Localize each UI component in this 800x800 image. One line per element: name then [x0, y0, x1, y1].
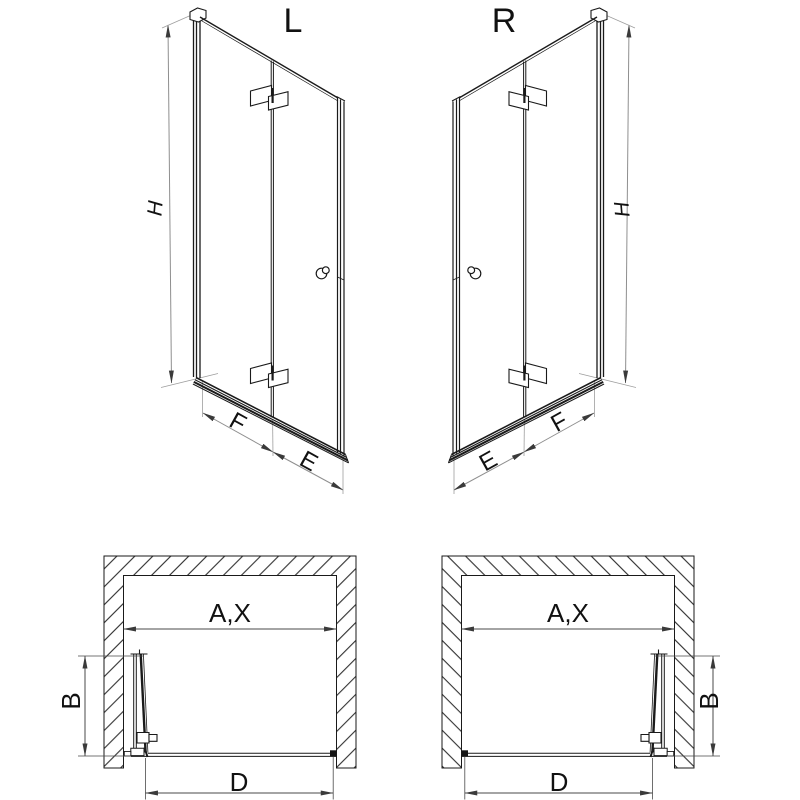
opening-width-label-right: A,X: [547, 598, 589, 628]
height-label-left: H: [143, 199, 168, 217]
opening-width-label-left: A,X: [209, 598, 251, 628]
plan-left-top-view-drawing: [78, 556, 356, 800]
plan-right-top-view-drawing: [442, 556, 720, 800]
panel-width-label-left-f: F: [224, 407, 251, 438]
elevation-left-door-drawing: [161, 8, 349, 494]
panel-width-label-right-f: F: [546, 407, 573, 438]
height-label-right: H: [610, 201, 635, 219]
fold-depth-label-right: B: [694, 692, 724, 710]
variant-label-left: L: [283, 2, 303, 40]
clearance-label-right: D: [549, 767, 569, 797]
variant-label-right: R: [491, 2, 517, 40]
panel-width-label-right-e: E: [474, 445, 502, 478]
panel-width-label-left-e: E: [295, 445, 323, 478]
elevation-right-door-drawing: [448, 8, 636, 494]
fold-depth-label-left: B: [56, 692, 86, 710]
clearance-label-left: D: [229, 767, 249, 797]
